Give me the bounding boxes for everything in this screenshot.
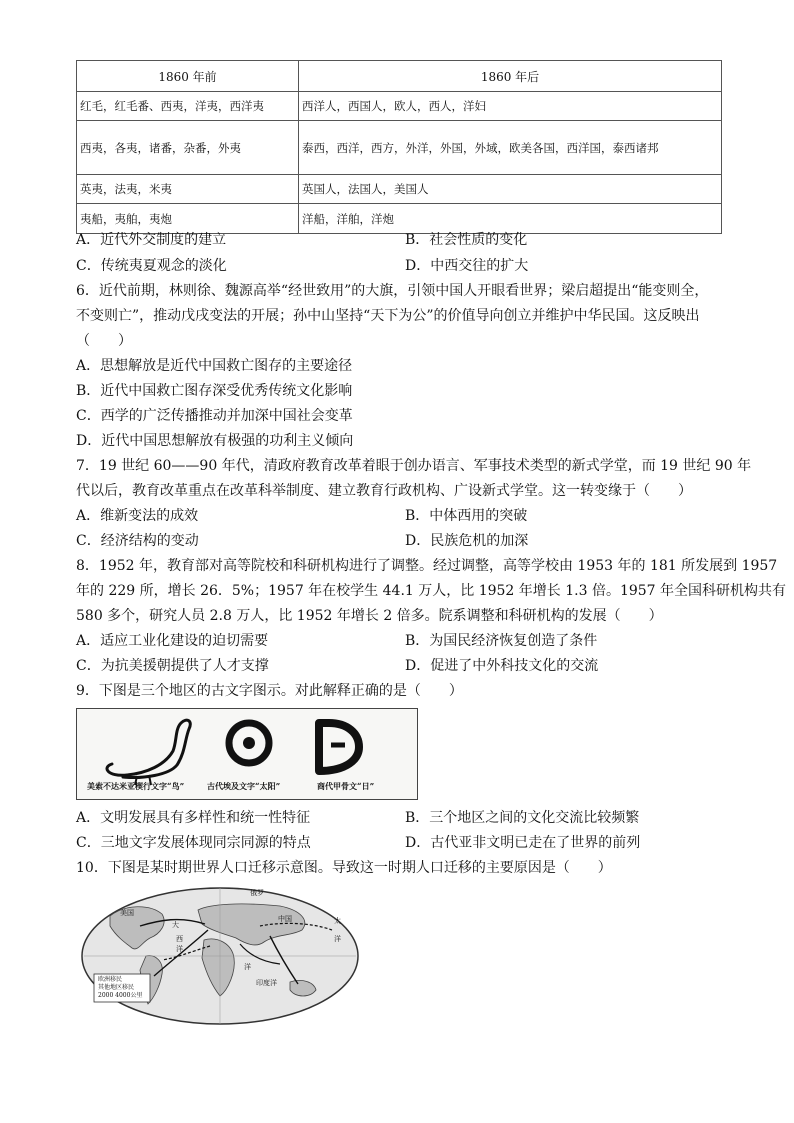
- table-cell: 泰西，西洋，西方，外洋，外国，外域，欧美各国，西洋国，泰西诸邦: [299, 121, 722, 175]
- q7-stem-line2: 代以后，教育改革重点在改革科举制度、建立教育行政机构、广设新式学堂。这一转变缘于（ ）: [76, 483, 692, 499]
- map-label-russia: 俄罗: [250, 889, 264, 897]
- q6-stem-line2: 不变则亡”，推动戊戌变法的开展；孙中山坚持“天下为公”的价值导向创立并维护中华民国。这反映出: [76, 308, 700, 324]
- q8-option-b: B．为国民经济恢复创造了条件: [405, 633, 598, 649]
- q9-option-c: C．三地文字发展体现同宗同源的特点: [76, 835, 311, 851]
- map-label-china: 中国: [278, 915, 292, 923]
- table-row: [77, 92, 722, 121]
- term-comparison-table: [76, 60, 722, 234]
- world-map-drawing: [80, 886, 360, 1026]
- table-cell: 夷船，夷舶，夷炮: [77, 204, 299, 234]
- map-label-yang-pacific: 洋: [334, 935, 341, 943]
- map-label-yang-atlantic: 洋: [176, 945, 183, 953]
- q8-option-c: C．为抗美援朝提供了人才支撑: [76, 658, 269, 674]
- caption-bird: 美索不达米亚楔行文字“鸟”: [87, 781, 185, 791]
- migration-map-figure: [80, 886, 360, 1026]
- q6-stem-line1: 6．近代前期，林则徐、魏源高举“经世致用”的大旗，引领中国人开眼看世界；梁启超提出“能变则全，: [76, 283, 709, 299]
- map-label-indian-ocean: 印度洋: [256, 979, 277, 987]
- table-cell: 洋船，洋舶，洋炮: [299, 204, 722, 234]
- q8-stem-line1: 8．1952 年，教育部对高等院校和科研机构进行了调整。经过调整，高等学校由 1953 年的 181 所发展到 1957: [76, 558, 778, 574]
- table-cell: 西洋人，西国人，欧人，西人，洋妇: [299, 92, 722, 121]
- map-label-yang-south: 洋: [244, 963, 251, 971]
- legend-scale: 2000 4000公里: [98, 992, 143, 999]
- q8-option-d: D．促进了中外科技文化的交流: [405, 658, 599, 674]
- table-header-row: [77, 61, 722, 92]
- q7-option-a: A．维新变法的成效: [76, 508, 199, 524]
- legend-europe-migrants: 欧洲移民: [98, 976, 123, 983]
- map-label-da: 大: [172, 921, 179, 929]
- q9-option-a: A．文明发展具有多样性和统一性特征: [76, 810, 311, 826]
- q7-option-c: C．经济结构的变动: [76, 533, 199, 549]
- table-cell: 西夷，各夷，诸番，杂番，外夷: [77, 121, 299, 175]
- q10-stem-line1: 10．下图是某时期世界人口迁移示意图。导致这一时期人口迁移的主要原因是（ ）: [76, 860, 612, 876]
- q7-option-d: D．民族危机的加深: [405, 533, 529, 549]
- map-label-tai: 太: [334, 917, 341, 925]
- q5-option-b: B．社会性质的变化: [405, 232, 528, 248]
- caption-ri: 商代甲骨文“日”: [317, 781, 375, 791]
- map-legend: [98, 976, 142, 1000]
- q6-option-b: B．近代中国救亡图存深受优秀传统文化影响: [76, 383, 353, 399]
- header-before-1860: 1860 年前: [77, 61, 299, 92]
- q6-stem-line3: （ ）: [76, 333, 132, 349]
- bird-glyph-icon: [107, 720, 190, 777]
- q9-stem-line1: 9．下图是三个地区的古文字图示。对此解释正确的是（ ）: [76, 683, 463, 699]
- map-label-usa: 美国: [120, 909, 134, 917]
- caption-sun: 古代埃及文字“太阳”: [207, 781, 281, 791]
- q5-option-d: D．中西交往的扩大: [405, 258, 529, 274]
- table-cell: 红毛，红毛番、西夷，洋夷，西洋夷: [77, 92, 299, 121]
- q8-option-a: A．适应工业化建设的迫切需要: [76, 633, 269, 649]
- q6-option-c: C．西学的广泛传播推动并加深中国社会变革: [76, 408, 353, 424]
- ancient-script-figure: [76, 708, 418, 800]
- map-label-xi: 西: [176, 935, 183, 943]
- legend-other-migrants: 其他地区移民: [98, 984, 135, 991]
- q8-stem-line2: 年的 229 所，增长 26．5%；1957 年在校学生 44.1 万人，比 1952 年增长 1.3 倍。1957 年全国科研机构共有: [76, 583, 787, 599]
- q7-stem-line1: 7．19 世纪 60——90 年代，清政府教育改革着眼于创办语言、军事技术类型的新式学堂，而 19 世纪 90 年: [76, 458, 752, 474]
- q6-option-a: A．思想解放是近代中国救亡图存的主要途径: [76, 358, 353, 374]
- q8-stem-line3: 580 多个，研究人员 2.8 万人，比 1952 年增长 2 倍多。院系调整和科研机构的发展（ ）: [76, 608, 663, 624]
- q9-option-b: B．三个地区之间的文化交流比较频繁: [405, 810, 640, 826]
- table-row: [77, 121, 722, 175]
- table-cell: 英夷，法夷，米夷: [77, 175, 299, 204]
- table-row: [77, 204, 722, 234]
- table-row: [77, 175, 722, 204]
- q5-option-c: C．传统夷夏观念的淡化: [76, 258, 227, 274]
- q5-option-a: A．近代外交制度的建立: [76, 232, 227, 248]
- q6-option-d: D．近代中国思想解放有极强的功利主义倾向: [76, 433, 354, 449]
- header-after-1860: 1860 年后: [299, 61, 722, 92]
- table-cell: 英国人，法国人，美国人: [299, 175, 722, 204]
- q7-option-b: B．中体西用的突破: [405, 508, 528, 524]
- q9-option-d: D．古代亚非文明已走在了世界的前列: [405, 835, 641, 851]
